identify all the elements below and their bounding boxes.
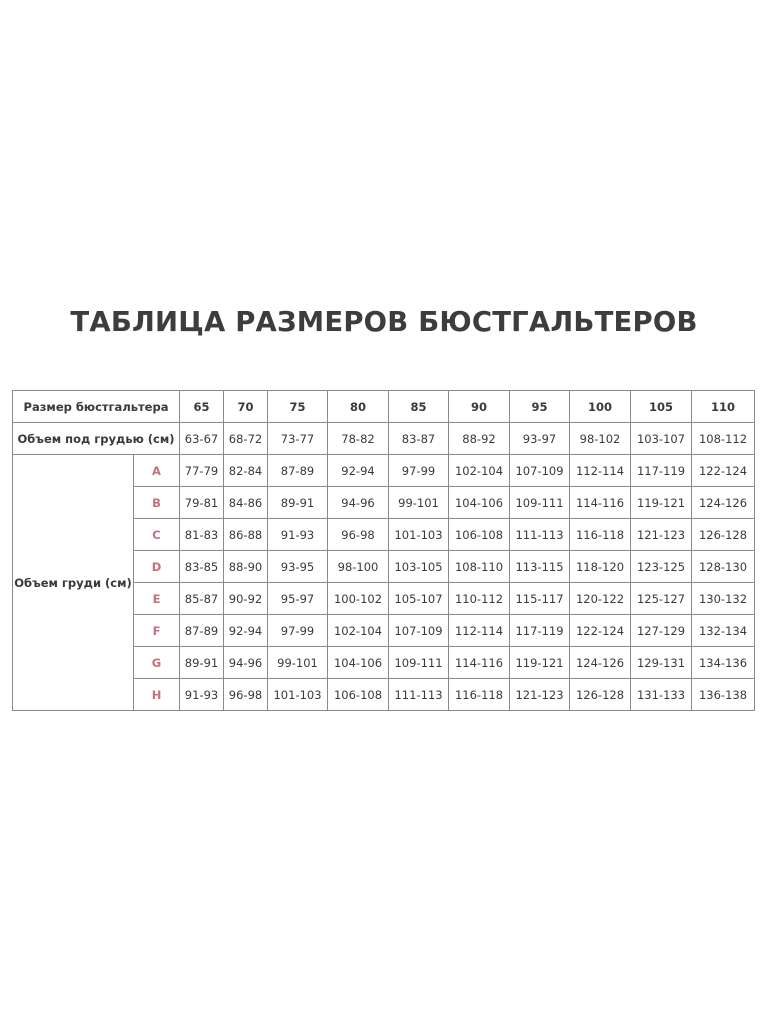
bust-cell: 102-104 xyxy=(328,615,389,647)
bust-cell: 124-126 xyxy=(570,647,631,679)
bust-cell: 103-105 xyxy=(389,551,449,583)
bust-cell: 98-100 xyxy=(328,551,389,583)
bust-cell: 111-113 xyxy=(510,519,570,551)
band-size-cell: 95 xyxy=(510,391,570,423)
bust-cell: 136-138 xyxy=(692,679,755,711)
underbust-cell: 68-72 xyxy=(224,423,268,455)
underbust-cell: 108-112 xyxy=(692,423,755,455)
bust-cell: 126-128 xyxy=(570,679,631,711)
bust-cell: 114-116 xyxy=(449,647,510,679)
bust-cell: 116-118 xyxy=(570,519,631,551)
bust-cell: 86-88 xyxy=(224,519,268,551)
bust-cell: 90-92 xyxy=(224,583,268,615)
underbust-cell: 73-77 xyxy=(268,423,328,455)
bust-cell: 82-84 xyxy=(224,455,268,487)
bust-cell: 131-133 xyxy=(631,679,692,711)
bust-cell: 117-119 xyxy=(631,455,692,487)
bust-cell: 130-132 xyxy=(692,583,755,615)
bust-cell: 116-118 xyxy=(449,679,510,711)
bust-cell: 115-117 xyxy=(510,583,570,615)
cup-letter: F xyxy=(134,615,180,647)
bust-cell: 128-130 xyxy=(692,551,755,583)
bust-cell: 99-101 xyxy=(268,647,328,679)
bust-cell: 114-116 xyxy=(570,487,631,519)
underbust-cell: 88-92 xyxy=(449,423,510,455)
bust-cell: 111-113 xyxy=(389,679,449,711)
bust-cell: 113-115 xyxy=(510,551,570,583)
bust-cell: 122-124 xyxy=(692,455,755,487)
cup-letter: C xyxy=(134,519,180,551)
bust-cell: 126-128 xyxy=(692,519,755,551)
bust-cell: 94-96 xyxy=(328,487,389,519)
bust-cell: 107-109 xyxy=(389,615,449,647)
bust-cell: 129-131 xyxy=(631,647,692,679)
band-size-cell: 100 xyxy=(570,391,631,423)
bust-cell: 101-103 xyxy=(268,679,328,711)
bust-cell: 132-134 xyxy=(692,615,755,647)
bust-cell: 125-127 xyxy=(631,583,692,615)
bust-cell: 134-136 xyxy=(692,647,755,679)
bust-cell: 104-106 xyxy=(328,647,389,679)
cup-letter: E xyxy=(134,583,180,615)
bust-cell: 112-114 xyxy=(570,455,631,487)
bust-cell: 94-96 xyxy=(224,647,268,679)
bust-cell: 124-126 xyxy=(692,487,755,519)
band-size-cell: 80 xyxy=(328,391,389,423)
bust-cell: 122-124 xyxy=(570,615,631,647)
band-size-cell: 85 xyxy=(389,391,449,423)
bust-cell: 96-98 xyxy=(328,519,389,551)
bust-cell: 81-83 xyxy=(180,519,224,551)
bust-cell: 77-79 xyxy=(180,455,224,487)
bust-cell: 97-99 xyxy=(389,455,449,487)
bust-cell: 87-89 xyxy=(180,615,224,647)
bust-cell: 107-109 xyxy=(510,455,570,487)
bust-cell: 97-99 xyxy=(268,615,328,647)
bust-cell: 102-104 xyxy=(449,455,510,487)
page-title: ТАБЛИЦА РАЗМЕРОВ БЮСТГАЛЬТЕРОВ xyxy=(70,306,698,338)
bust-cell: 85-87 xyxy=(180,583,224,615)
bust-cell: 89-91 xyxy=(180,647,224,679)
band-size-cell: 90 xyxy=(449,391,510,423)
band-size-cell: 70 xyxy=(224,391,268,423)
band-size-label: Размер бюстгальтера xyxy=(13,391,180,423)
underbust-row xyxy=(13,423,755,455)
bust-cell: 121-123 xyxy=(631,519,692,551)
bust-cell: 104-106 xyxy=(449,487,510,519)
cup-letter: D xyxy=(134,551,180,583)
bust-cell: 127-129 xyxy=(631,615,692,647)
bust-cell: 117-119 xyxy=(510,615,570,647)
underbust-cell: 83-87 xyxy=(389,423,449,455)
bust-cell: 110-112 xyxy=(449,583,510,615)
bust-cell: 120-122 xyxy=(570,583,631,615)
bust-cell: 91-93 xyxy=(268,519,328,551)
bust-cell: 109-111 xyxy=(510,487,570,519)
underbust-cell: 98-102 xyxy=(570,423,631,455)
bust-cell: 88-90 xyxy=(224,551,268,583)
bust-cell: 96-98 xyxy=(224,679,268,711)
band-size-cell: 105 xyxy=(631,391,692,423)
bust-cell: 101-103 xyxy=(389,519,449,551)
bust-cell: 106-108 xyxy=(328,679,389,711)
bust-cell: 100-102 xyxy=(328,583,389,615)
bust-cell: 108-110 xyxy=(449,551,510,583)
size-table xyxy=(12,390,755,711)
bust-cell: 95-97 xyxy=(268,583,328,615)
underbust-cell: 93-97 xyxy=(510,423,570,455)
underbust-cell: 103-107 xyxy=(631,423,692,455)
bust-cell: 93-95 xyxy=(268,551,328,583)
cup-letter: H xyxy=(134,679,180,711)
bust-cell: 106-108 xyxy=(449,519,510,551)
bust-cell: 84-86 xyxy=(224,487,268,519)
band-size-cell: 110 xyxy=(692,391,755,423)
bust-cell: 123-125 xyxy=(631,551,692,583)
bust-cell: 112-114 xyxy=(449,615,510,647)
cup-row xyxy=(13,455,755,487)
bust-cell: 83-85 xyxy=(180,551,224,583)
bust-cell: 87-89 xyxy=(268,455,328,487)
bust-cell: 121-123 xyxy=(510,679,570,711)
band-size-cell: 65 xyxy=(180,391,224,423)
bust-cell: 109-111 xyxy=(389,647,449,679)
bust-cell: 91-93 xyxy=(180,679,224,711)
bust-cell: 92-94 xyxy=(224,615,268,647)
underbust-cell: 78-82 xyxy=(328,423,389,455)
bust-cell: 92-94 xyxy=(328,455,389,487)
cup-letter: B xyxy=(134,487,180,519)
underbust-label: Объем под грудью (см) xyxy=(13,423,180,455)
cup-letter: A xyxy=(134,455,180,487)
bust-cell: 118-120 xyxy=(570,551,631,583)
bust-cell: 119-121 xyxy=(631,487,692,519)
band-size-row xyxy=(13,391,755,423)
band-size-cell: 75 xyxy=(268,391,328,423)
cup-letter: G xyxy=(134,647,180,679)
underbust-cell: 63-67 xyxy=(180,423,224,455)
bust-cell: 105-107 xyxy=(389,583,449,615)
bust-cell: 119-121 xyxy=(510,647,570,679)
bust-label: Объем груди (см) xyxy=(13,455,134,711)
bust-cell: 89-91 xyxy=(268,487,328,519)
bust-cell: 79-81 xyxy=(180,487,224,519)
bust-cell: 99-101 xyxy=(389,487,449,519)
